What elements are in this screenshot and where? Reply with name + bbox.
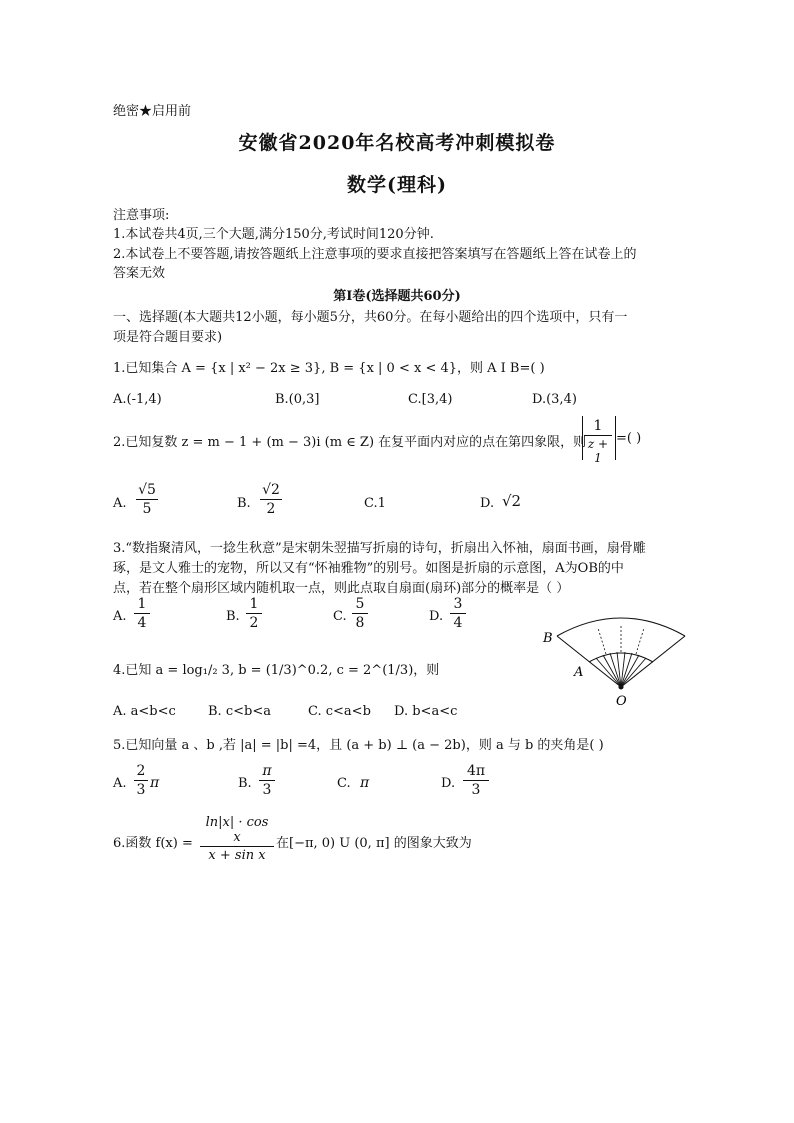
exam-subtitle: 数学(理科) bbox=[347, 174, 447, 196]
q2-b-den: 2 bbox=[266, 501, 276, 517]
q6-frac-num: ln|x| · cos x bbox=[205, 815, 269, 845]
q4-option-a: A. a<b<c bbox=[113, 704, 176, 719]
q3-d-den: 4 bbox=[453, 615, 463, 631]
question-4-text: 4.已知 a = log₁/₂ 3, b = (1/3)^0.2, c = 2^(1/3)，则 bbox=[113, 663, 440, 678]
fan-pivot bbox=[619, 685, 623, 689]
notes-heading: 注意事项: bbox=[113, 208, 170, 223]
q2-option-a-label: A. bbox=[113, 496, 127, 511]
q3-a-num: 1 bbox=[137, 596, 147, 612]
fan-label-b: B bbox=[543, 631, 553, 646]
q5-option-d-label: D. bbox=[441, 776, 456, 791]
fan-ribs bbox=[596, 652, 646, 687]
q3-option-d-label: D. bbox=[429, 609, 444, 624]
q3-b-num: 1 bbox=[249, 596, 259, 612]
fan-dashed-ribs bbox=[598, 624, 644, 654]
exam-title: 安徽省2020年名校高考冲刺模拟卷 bbox=[238, 132, 556, 154]
q3-option-b bbox=[246, 596, 262, 631]
q5-d-den: 3 bbox=[471, 782, 481, 798]
q5-option-d bbox=[463, 763, 489, 798]
folding-fan-figure bbox=[540, 612, 690, 708]
q4-option-d: D. b<a<c bbox=[394, 704, 458, 719]
q2-a-num: √5 bbox=[138, 482, 156, 498]
question-3-line-2: 琢，是文人雅士的宠物，所以又有“怀袖雅物”的别号。如图是折扇的示意图，A为OB的中 bbox=[113, 561, 624, 576]
q2-option-a bbox=[136, 482, 158, 517]
q3-option-a-label: A. bbox=[113, 609, 127, 624]
q5-option-b-label: B. bbox=[238, 776, 252, 791]
q5-a-num: 2 bbox=[136, 763, 146, 779]
q3-a-den: 4 bbox=[137, 615, 147, 631]
section-intro-2: 项是符合题目要求) bbox=[113, 330, 223, 345]
question-2-text: 2.已知复数 z = m − 1 + (m − 3)i (m ∈ Z) 在复平面内对应的点在第四象限，则 bbox=[113, 435, 587, 450]
q4-option-c: C. c<a<b bbox=[308, 704, 371, 719]
notes-line-2-cont: 答案无效 bbox=[113, 266, 166, 281]
question-6-prefix: 6.函数 f(x) = bbox=[113, 836, 193, 851]
fan-label-o: O bbox=[616, 694, 627, 708]
q5-option-a bbox=[134, 763, 148, 798]
q3-option-a bbox=[134, 596, 150, 631]
q5-b-num: π bbox=[262, 763, 272, 779]
notes-line-2: 2.本试卷上不要答题,请按答题纸上注意事项的要求直接把答案填写在答题纸上答在试卷上的 bbox=[113, 247, 637, 262]
q5-option-c-label: C. bbox=[337, 776, 351, 791]
question-6-tail: 在[−π, 0) U (0, π] 的图象大致为 bbox=[276, 836, 472, 851]
question-1-text: 1.已知集合 A = {x | x² − 2x ≥ 3}, B = {x | 0 < x < 4}，则 A I B=( ) bbox=[113, 361, 545, 376]
q4-option-b: B. c<b<a bbox=[208, 704, 271, 719]
q5-option-b bbox=[259, 763, 275, 798]
q2-tail: =( ) bbox=[616, 431, 642, 446]
q5-d-num: 4π bbox=[466, 763, 486, 779]
q2-frac-num: 1 bbox=[593, 418, 603, 434]
q2-option-b bbox=[260, 482, 282, 517]
q1-option-a: A.(-1,4) bbox=[113, 392, 162, 407]
q2-a-den: 5 bbox=[142, 501, 152, 517]
q1-option-c: C.[3,4) bbox=[408, 392, 453, 407]
q2-option-d: √2 bbox=[502, 492, 522, 510]
q6-frac-den: x + sin x bbox=[208, 848, 266, 863]
q2-frac-den: z + 1 bbox=[587, 437, 609, 465]
q6-fraction bbox=[200, 815, 274, 863]
q3-c-num: 5 bbox=[355, 596, 365, 612]
q3-option-c-label: C. bbox=[333, 609, 347, 624]
q3-b-den: 2 bbox=[249, 615, 259, 631]
question-5-text: 5.已知向量 a 、b ,若 |a| = |b| =4，且 (a + b) ⊥ (a − 2b)，则 a 与 b 的夹角是( ) bbox=[113, 738, 604, 753]
q3-c-den: 8 bbox=[355, 615, 365, 631]
q2-option-b-label: B. bbox=[237, 496, 251, 511]
fan-label-a: A bbox=[574, 665, 584, 680]
q2-fraction bbox=[584, 418, 612, 465]
q3-option-b-label: B. bbox=[226, 609, 240, 624]
secret-label: 绝密★启用前 bbox=[113, 104, 192, 119]
q5-option-a-label: A. bbox=[113, 776, 127, 791]
q3-option-d bbox=[450, 596, 466, 631]
q3-option-c bbox=[352, 596, 368, 631]
q5-a-den: 3 bbox=[136, 782, 146, 798]
q3-d-num: 3 bbox=[453, 596, 463, 612]
q5-b-den: 3 bbox=[262, 782, 272, 798]
notes-line-1: 1.本试卷共4页,三个大题,满分150分,考试时间120分钟. bbox=[113, 227, 434, 242]
question-3-line-3: 点，若在整个扇形区域内随机取一点，则此点取自扇面(扇环)部分的概率是（ ） bbox=[113, 581, 570, 596]
q1-option-b: B.(0,3] bbox=[275, 392, 320, 407]
question-3-line-1: 3.“数指聚清风，一捻生秋意”是宋朝朱翌描写折扇的诗句，折扇出入怀袖，扇面书画，扇骨雕 bbox=[113, 541, 646, 556]
q2-b-num: √2 bbox=[262, 482, 280, 498]
volume-heading: 第I卷(选择题共60分) bbox=[333, 289, 461, 304]
section-intro-1: 一、选择题(本大题共12小题，每小题5分，共60分。在每小题给出的四个选项中，只有一 bbox=[113, 310, 628, 325]
q2-option-c: C.1 bbox=[364, 496, 386, 511]
q2-option-d-label: D. bbox=[480, 496, 495, 511]
q5-option-c: π bbox=[360, 775, 370, 791]
q1-option-d: D.(3,4) bbox=[532, 392, 577, 407]
q5-a-suffix: π bbox=[150, 775, 160, 791]
